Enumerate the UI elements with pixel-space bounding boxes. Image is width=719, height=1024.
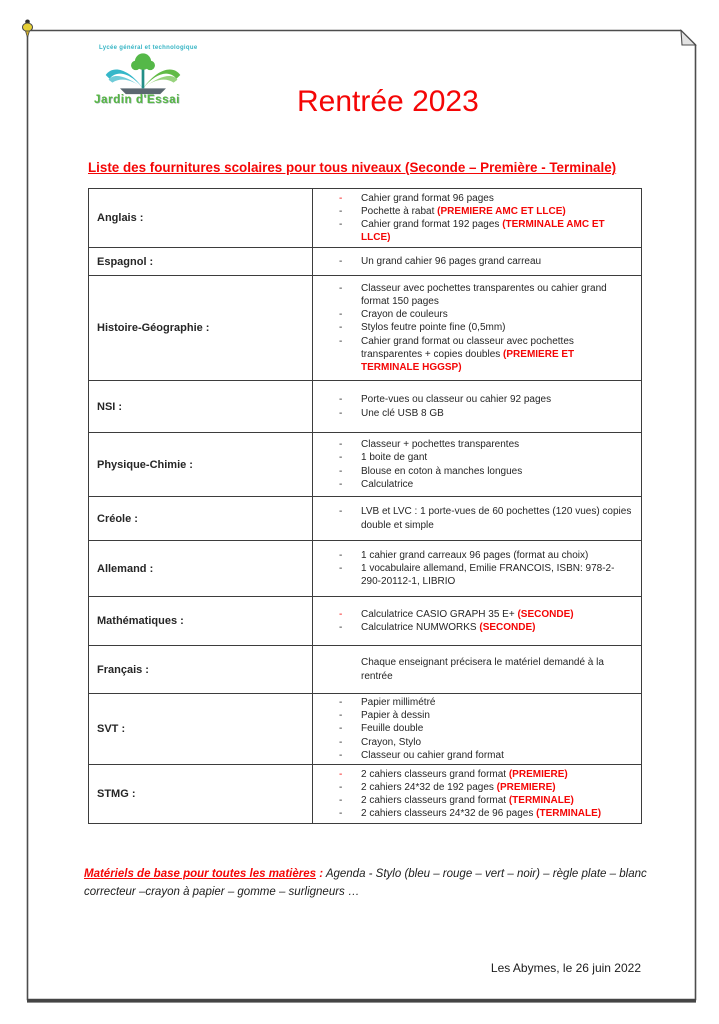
dash-bullet: - <box>339 282 343 294</box>
dash-bullet: - <box>339 255 343 267</box>
dash-bullet: - <box>339 478 343 490</box>
supply-text: Papier millimétré <box>361 697 436 708</box>
supply-text: 2 cahiers classeurs grand format <box>361 768 509 780</box>
subject-cell: Allemand : <box>89 541 313 596</box>
supply-text: Stylos feutre pointe fine (0,5mm) <box>361 322 506 334</box>
supply-item <box>313 807 641 820</box>
supply-line <box>313 295 641 308</box>
supply-line <box>313 205 641 218</box>
supply-item <box>313 794 641 807</box>
place-date: Les Abymes, le 26 juin 2022 <box>490 961 641 975</box>
supply-line <box>313 407 641 420</box>
level-tag-red: (TERMINALE AMC ET <box>502 219 605 230</box>
supply-item <box>313 549 641 562</box>
note-body: Agenda - Stylo (bleu – rouge – vert – noir) – règle plate – blanc <box>323 868 647 880</box>
dash-bullet: - <box>339 723 343 735</box>
table-row <box>89 248 641 276</box>
table-row <box>89 381 641 433</box>
supply-text: Classeur + pochettes transparentes <box>361 439 520 451</box>
table-row <box>89 646 641 694</box>
items-cell <box>313 497 641 540</box>
supply-text: Calculatrice <box>361 478 414 490</box>
level-tag-red: (PREMIERE) <box>508 768 568 780</box>
supply-line <box>313 308 641 321</box>
supply-line <box>313 807 641 820</box>
table-row <box>89 597 641 646</box>
dash-bullet: - <box>339 768 343 780</box>
dash-bullet: - <box>339 795 343 806</box>
supply-line <box>313 670 641 683</box>
supply-item <box>313 696 641 709</box>
supply-text: Calculatrice NUMWORKS <box>361 622 480 633</box>
supply-text: Papier à dessin <box>361 710 430 722</box>
supply-item <box>313 255 641 268</box>
supply-text: 1 boite de gant <box>361 452 428 464</box>
supply-text: format 150 pages <box>361 295 439 307</box>
supply-line <box>313 768 641 781</box>
supply-text: 2 cahiers classeurs 24*32 de 96 pages <box>361 808 537 820</box>
supply-line <box>313 736 641 749</box>
supply-line <box>313 709 641 722</box>
subject-cell: Histoire-Géographie : <box>89 276 313 380</box>
supply-line <box>313 465 641 478</box>
subject-cell: Espagnol : <box>89 248 313 275</box>
supply-text: Porte-vues ou classeur ou cahier 92 pages <box>361 394 552 406</box>
note-lead: Matériels de base pour toutes les matières <box>84 868 317 880</box>
supply-line <box>313 575 641 588</box>
supply-item <box>313 562 641 588</box>
table-row <box>89 497 641 541</box>
supply-line <box>313 393 641 406</box>
table-row <box>89 276 641 381</box>
level-tag-red: (TERMINALE) <box>508 795 574 806</box>
supply-line <box>313 255 641 268</box>
supply-text: Pochette à rabat <box>361 205 438 217</box>
dash-bullet: - <box>339 608 343 620</box>
dash-bullet: - <box>339 710 343 722</box>
dash-bullet: - <box>339 697 343 708</box>
supplies-table <box>88 188 642 824</box>
dash-bullet: - <box>339 549 343 561</box>
supply-line <box>313 749 641 762</box>
subject-cell: SVT : <box>89 694 313 764</box>
dash-bullet: - <box>339 335 343 347</box>
supply-line <box>313 218 641 231</box>
dash-bullet: - <box>339 452 343 464</box>
dash-bullet: - <box>339 808 343 820</box>
supply-text: Une clé USB 8 GB <box>361 407 444 419</box>
supply-text: 2 cahiers 24*32 de 192 pages <box>361 781 497 793</box>
dash-bullet: - <box>339 439 343 451</box>
items-cell <box>313 248 641 275</box>
supply-text: Cahier grand format 192 pages <box>361 219 503 230</box>
supply-line <box>313 438 641 451</box>
logo-school-type: Lycée général et technologique <box>99 45 198 51</box>
supply-text: LVB et LVC : 1 porte-vues de 60 pochettes (120 vues) copies <box>361 506 632 518</box>
supply-line <box>313 519 641 532</box>
supply-item <box>313 451 641 464</box>
supply-text: Crayon de couleurs <box>361 309 448 321</box>
supply-item <box>313 781 641 794</box>
subject-cell: NSI : <box>89 381 313 432</box>
dash-bullet: - <box>339 205 343 217</box>
supply-item <box>313 438 641 451</box>
dash-bullet: - <box>339 394 343 406</box>
supply-text: transparentes + copies doubles <box>361 348 504 360</box>
supply-line <box>313 505 641 518</box>
supply-line <box>313 451 641 464</box>
page-bottom-shadow <box>27 999 696 1003</box>
supply-item <box>313 205 641 218</box>
subject-cell: STMG : <box>89 765 313 823</box>
supply-text: Feuille double <box>361 723 424 735</box>
subject-cell: Anglais : <box>89 189 313 247</box>
supply-text: Crayon, Stylo <box>361 736 422 748</box>
items-cell <box>313 646 641 693</box>
supply-text: rentrée <box>361 670 393 682</box>
table-row <box>89 433 641 497</box>
supply-line <box>313 562 641 575</box>
supply-text: Calculatrice CASIO GRAPH 35 E+ <box>361 608 518 620</box>
level-tag-red: (PREMIERE) <box>496 781 556 793</box>
level-tag-red: (PREMIERE ET <box>503 348 575 360</box>
supply-text: 1 vocabulaire allemand, Emilie FRANCOIS, ISBN: 978-2- <box>361 562 615 574</box>
supply-item <box>313 621 641 634</box>
subject-cell: Créole : <box>89 497 313 540</box>
supply-line <box>313 549 641 562</box>
items-cell <box>313 189 641 247</box>
supply-item <box>313 282 641 308</box>
level-tag-red: LLCE) <box>361 232 391 244</box>
supply-line <box>313 231 641 244</box>
supply-item <box>313 768 641 781</box>
dash-bullet: - <box>339 309 343 321</box>
supply-item <box>313 407 641 420</box>
logo-school-name: Jardin d'Essai <box>94 94 180 106</box>
items-cell <box>313 694 641 764</box>
dash-bullet: - <box>339 322 343 334</box>
supply-text: double et simple <box>361 519 434 531</box>
supply-item <box>313 335 641 375</box>
dash-bullet: - <box>339 736 343 748</box>
table-row <box>89 694 641 765</box>
dash-bullet: - <box>339 622 343 633</box>
subject-cell: Français : <box>89 646 313 693</box>
note-line-2: correcteur –crayon à papier – gomme – surligneurs … <box>84 885 360 898</box>
dash-bullet: - <box>339 407 343 419</box>
items-cell <box>313 381 641 432</box>
dash-bullet: - <box>339 781 343 793</box>
supply-line <box>313 192 641 205</box>
supply-item <box>313 465 641 478</box>
supply-item <box>313 308 641 321</box>
supply-item <box>313 321 641 334</box>
list-heading: Liste des fournitures scolaires pour tous niveaux (Seconde – Première - Terminale) <box>88 160 617 175</box>
supply-line <box>313 608 641 621</box>
supply-line <box>313 794 641 807</box>
table-row <box>89 765 641 823</box>
page-title: Rentrée 2023 <box>297 85 479 118</box>
supply-item <box>313 749 641 762</box>
supply-item <box>313 656 641 682</box>
supply-item <box>313 505 641 531</box>
supply-text: Chaque enseignant précisera le matériel demandé à la <box>361 657 604 669</box>
supply-line <box>313 348 641 361</box>
corner-fold-icon <box>681 31 696 46</box>
items-cell <box>313 597 641 645</box>
table-row <box>89 541 641 597</box>
supply-text: Blouse en coton à manches longues <box>361 465 523 477</box>
supply-item <box>313 709 641 722</box>
supply-item <box>313 722 641 735</box>
supply-line <box>313 478 641 491</box>
supply-line <box>313 282 641 295</box>
supply-item <box>313 192 641 205</box>
supply-line <box>313 781 641 794</box>
supply-line <box>313 696 641 709</box>
supply-item <box>313 736 641 749</box>
level-tag-red: (SECONDE) <box>517 608 574 620</box>
supply-text: Classeur avec pochettes transparentes ou cahier grand <box>361 282 607 294</box>
supply-line <box>313 321 641 334</box>
dash-bullet: - <box>339 465 343 477</box>
supply-line <box>313 656 641 669</box>
logo-book-icon <box>104 52 182 96</box>
supply-line <box>313 722 641 735</box>
items-cell <box>313 433 641 496</box>
table-row <box>89 189 641 248</box>
supply-line <box>313 335 641 348</box>
supply-item <box>313 608 641 621</box>
subject-cell: Mathématiques : <box>89 597 313 645</box>
supply-text: 1 cahier grand carreaux 96 pages (format au choix) <box>361 549 589 561</box>
supply-text: Cahier grand format ou classeur avec pochettes <box>361 335 574 347</box>
supply-item <box>313 218 641 244</box>
supply-item <box>313 478 641 491</box>
supply-text: Classeur ou cahier grand format <box>361 749 504 761</box>
supply-text: 2 cahiers classeurs grand format <box>361 795 509 806</box>
supply-text: 290-20112-1, LIBRIO <box>361 576 456 588</box>
level-tag-red: (PREMIERE AMC ET LLCE) <box>437 205 566 217</box>
level-tag-red: TERMINALE HGGSP) <box>361 362 462 373</box>
items-cell <box>313 541 641 596</box>
items-cell <box>313 276 641 380</box>
dash-bullet: - <box>339 506 343 518</box>
subject-cell: Physique-Chimie : <box>89 433 313 496</box>
note-colon: : <box>316 868 324 880</box>
supply-line <box>313 621 641 634</box>
base-materials-note <box>84 866 664 901</box>
dash-bullet: - <box>339 219 343 230</box>
dash-bullet: - <box>339 192 343 204</box>
supply-item <box>313 393 641 406</box>
note-line-1 <box>84 866 664 884</box>
supply-text: Un grand cahier 96 pages grand carreau <box>361 255 542 267</box>
level-tag-red: (TERMINALE) <box>536 808 602 820</box>
dash-bullet: - <box>339 562 343 574</box>
supply-text: Cahier grand format 96 pages <box>361 192 494 204</box>
level-tag-red: (SECONDE) <box>479 622 536 633</box>
supply-line <box>313 361 641 374</box>
dash-bullet: - <box>339 749 343 761</box>
items-cell <box>313 765 641 823</box>
